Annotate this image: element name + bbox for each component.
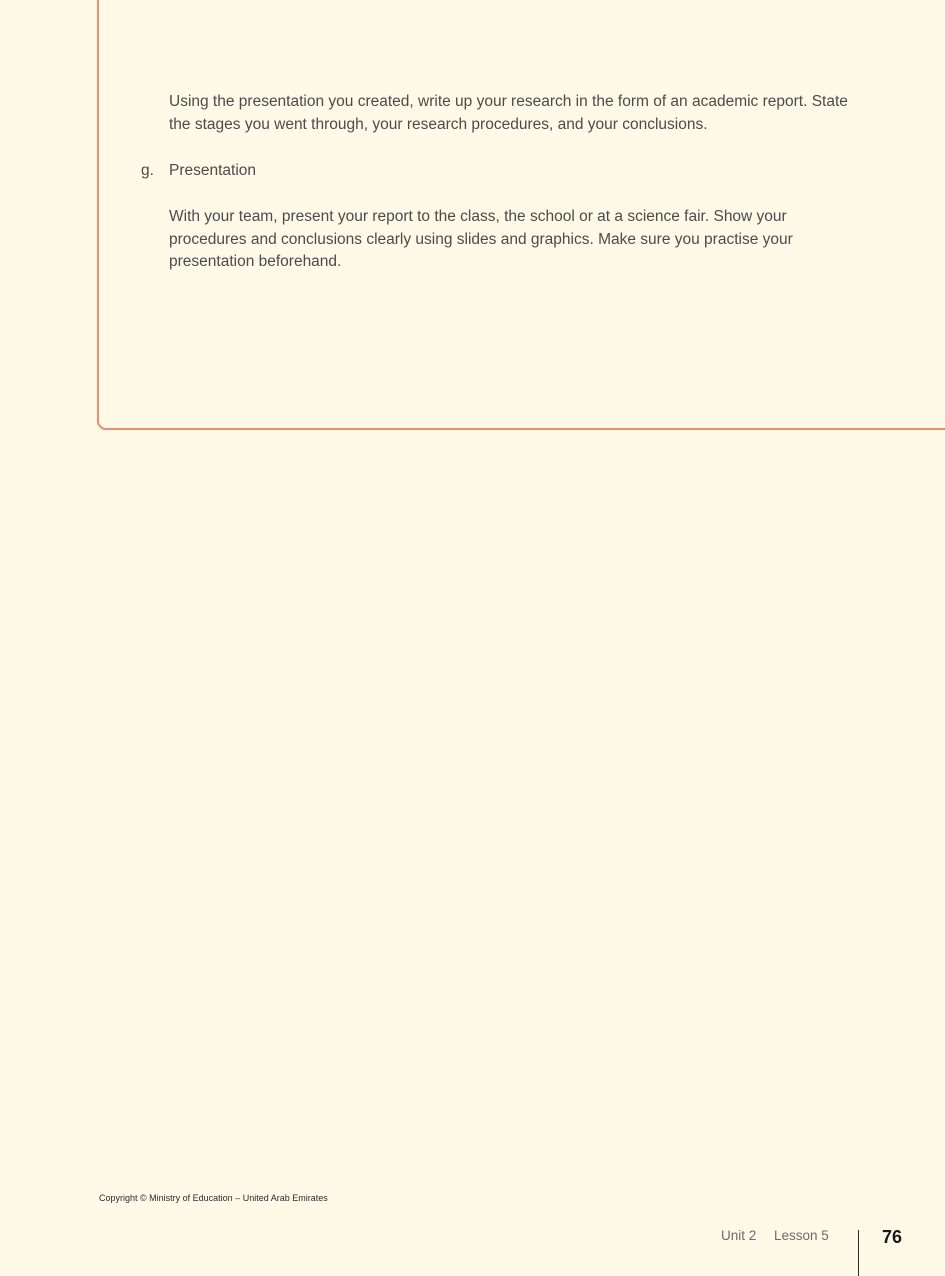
report-instructions: Using the presentation you created, write up your research in the form of an academic report. State the stages you went through, your research procedures, and your conclusions.	[169, 93, 848, 133]
copyright-notice: Copyright © Ministry of Education – United Arab Emirates	[99, 1193, 328, 1203]
item-title: Presentation	[169, 162, 257, 179]
footer-divider	[858, 1230, 859, 1276]
item-letter: g.	[141, 162, 154, 179]
footer-unit: Unit 2	[721, 1228, 757, 1243]
page-number: 76	[882, 1227, 903, 1247]
presentation-instructions: With your team, present your report to the class, the school or at a science fair. Show your procedures and conclusions clearly using slides and graphics. Make sure you practise your presentation beforehand.	[169, 208, 793, 270]
footer-lesson: Lesson 5	[774, 1228, 829, 1243]
